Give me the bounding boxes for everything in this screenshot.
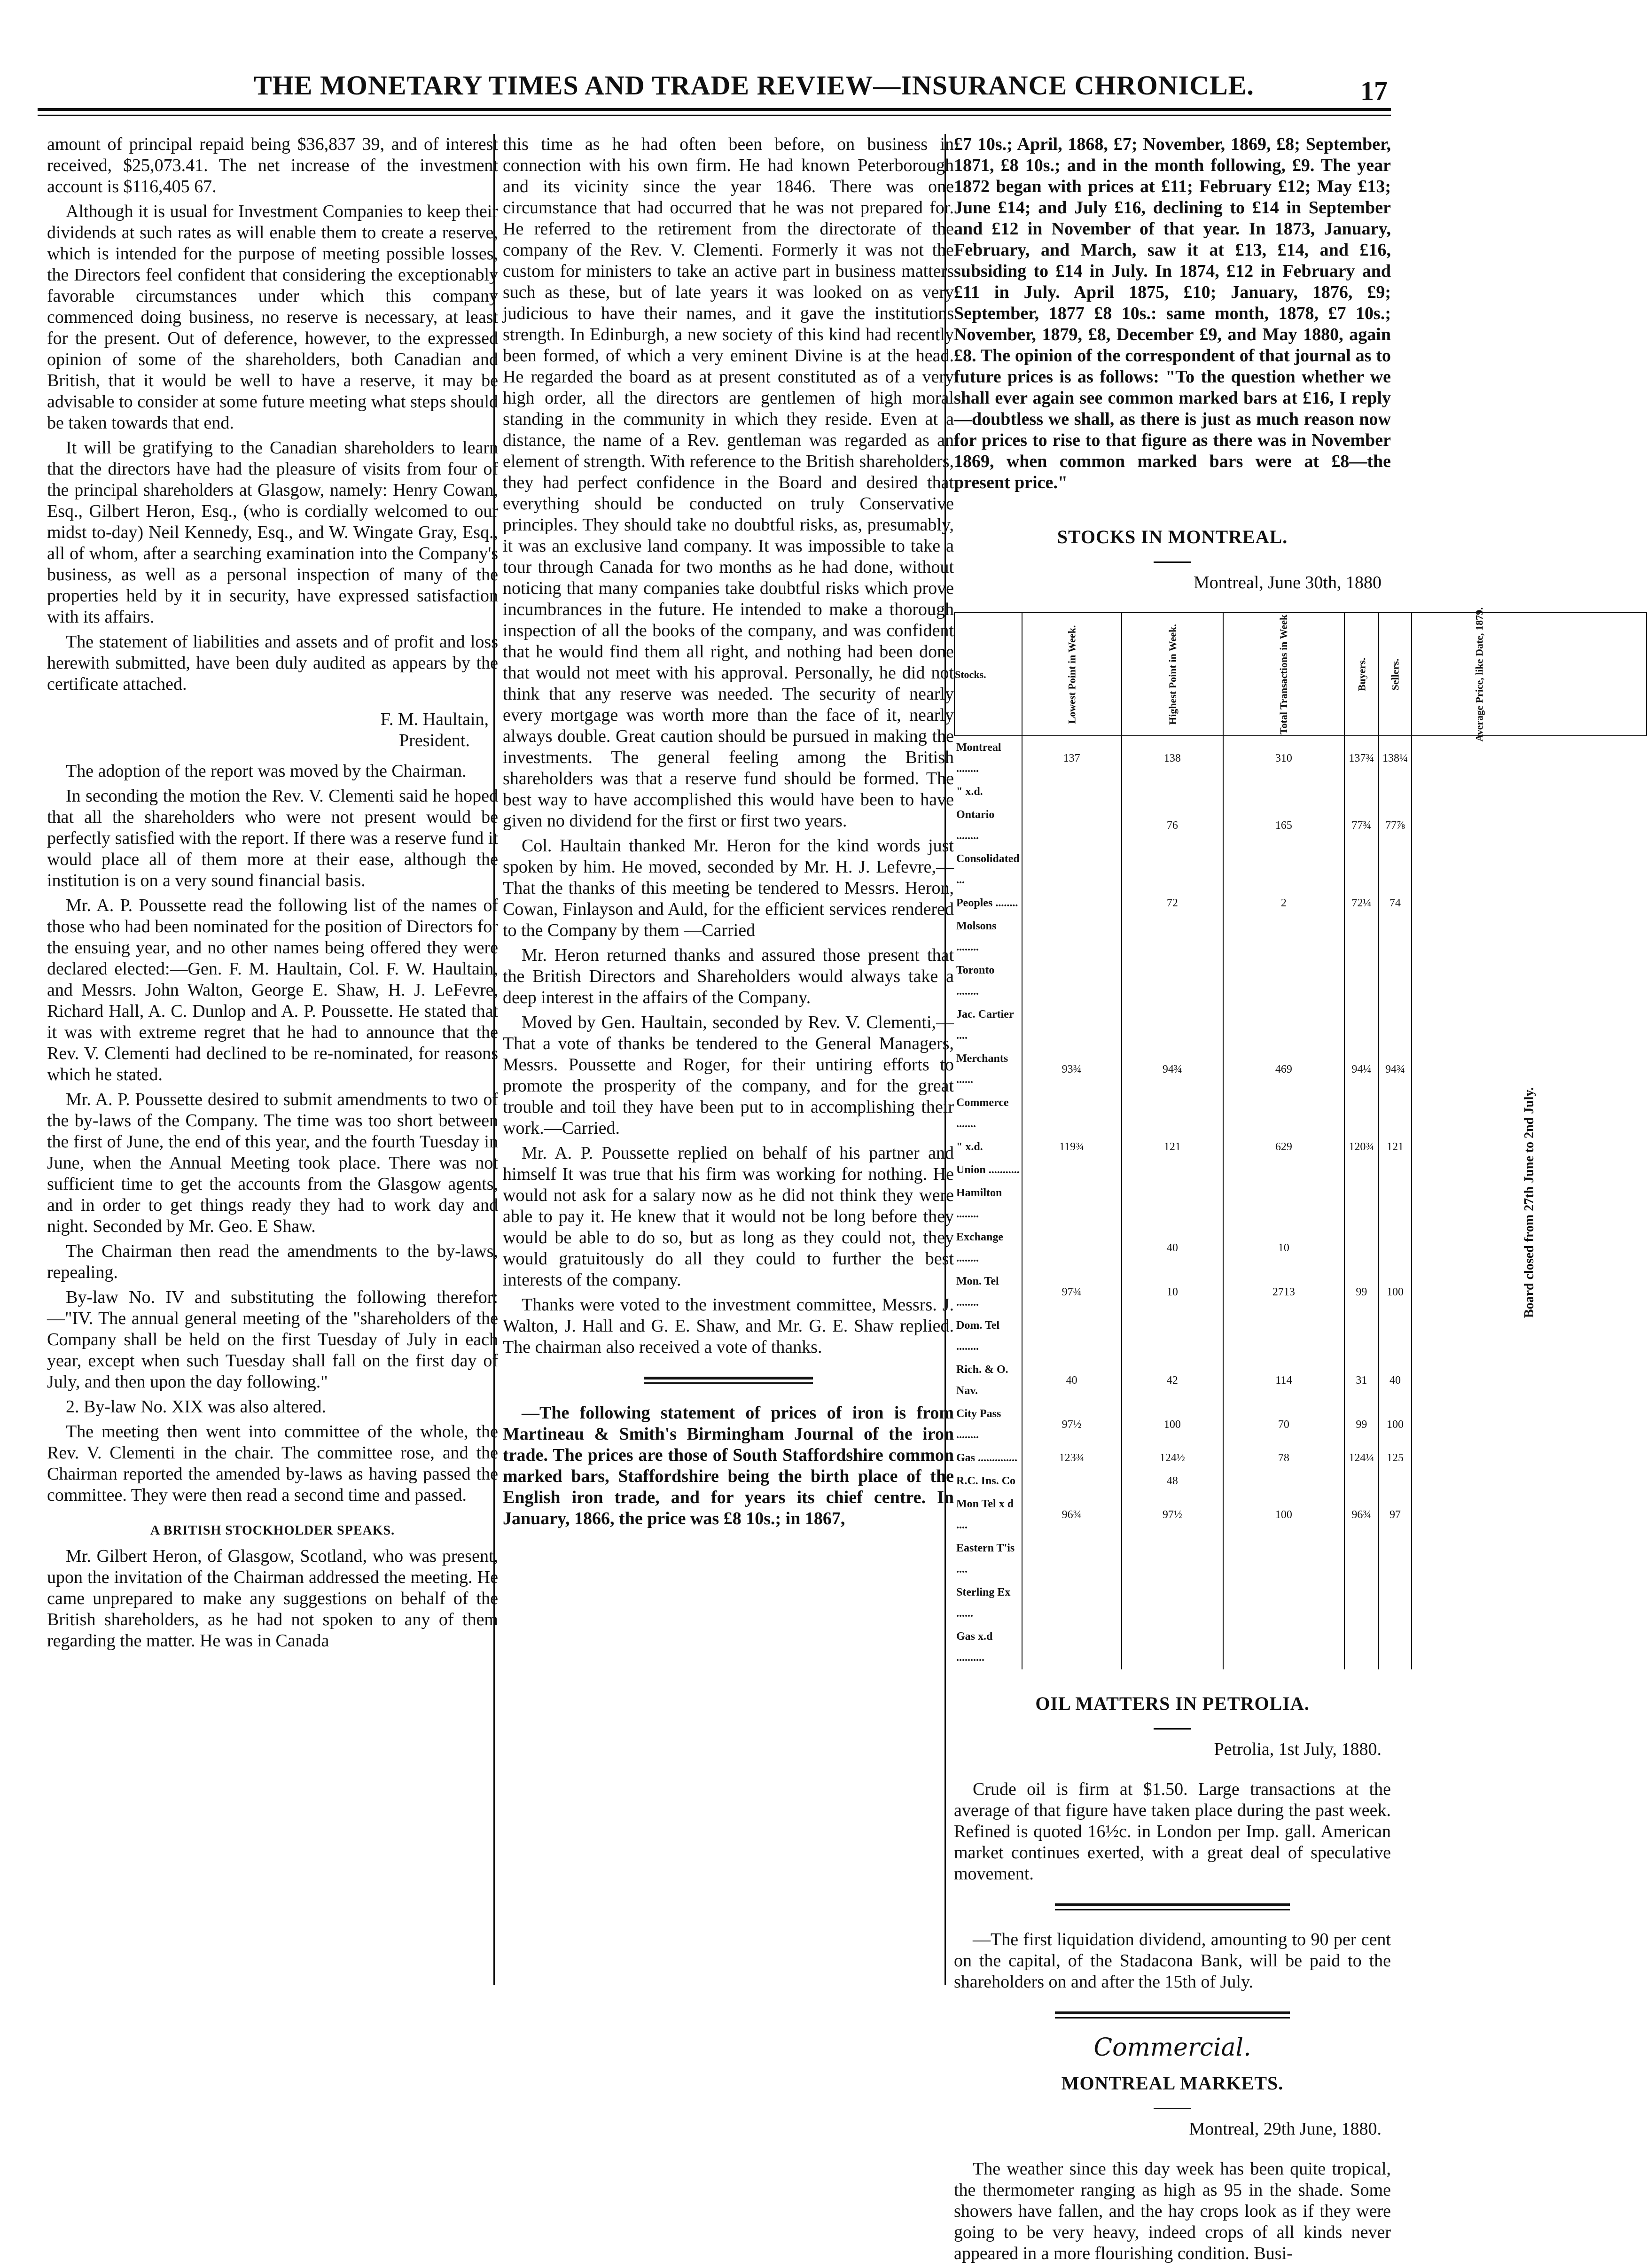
stock-cell bbox=[1223, 1625, 1344, 1669]
title-dash bbox=[1154, 561, 1191, 563]
stock-cell bbox=[1344, 1314, 1379, 1358]
paragraph: Although it is usual for Investment Companies to keep their dividends at such rates as will enable them to create a reserve, which is intended for the purpose of meeting possible losses, the Directors feel confident that considering the exceptionably favorable circumstances under which this company commenced doing business, no reserve is necessary, at least for the present. Out of deference, however, to the expressed opinion of some of the shareholders, both Canadian and British, that it would be well to have a reserve, it may be advisable to consider at some future meeting what steps should be taken towards that end. bbox=[47, 202, 498, 433]
stock-cell bbox=[1344, 1182, 1379, 1226]
stock-cell bbox=[1122, 848, 1224, 892]
stocks-table bbox=[954, 607, 1647, 1669]
subheading: A BRITISH STOCKHOLDER SPEAKS. bbox=[150, 1523, 395, 1538]
stock-name: City Pass ........ bbox=[954, 1403, 1022, 1447]
stock-cell: 138¼ bbox=[1379, 736, 1412, 780]
stock-cell bbox=[1379, 1159, 1412, 1182]
stock-cell bbox=[1022, 1003, 1122, 1047]
stock-cell bbox=[1022, 1226, 1122, 1270]
paragraph: Mr. A. P. Poussette desired to submit amendments to two of the by-laws of the Company. The time was too short between the first of June, the end of this year, and the fourth Tuesday in June, when the Annual Meeting took place. There was not sufficient time to get the accounts from the Glasgow agents, and in order to get things ready they had to work day and night. Seconded by Mr. Geo. E Shaw. bbox=[47, 1090, 498, 1236]
stock-cell bbox=[1223, 1182, 1344, 1226]
stock-cell: 94¼ bbox=[1344, 1047, 1379, 1091]
paragraph: 2. By-law No. XIX was also altered. bbox=[66, 1397, 327, 1417]
stock-cell bbox=[1122, 780, 1224, 803]
table-row bbox=[954, 736, 1647, 780]
title-dash bbox=[1154, 1728, 1191, 1730]
stock-name: Rich. & O. Nav. bbox=[954, 1358, 1022, 1403]
stock-name: R.C. Ins. Co bbox=[954, 1470, 1022, 1493]
stock-cell: 96¾ bbox=[1022, 1493, 1122, 1537]
stock-name: Union ........... bbox=[954, 1159, 1022, 1182]
stock-cell: 165 bbox=[1223, 803, 1344, 848]
oil-date: Petrolia, 1st July, 1880. bbox=[1214, 1739, 1382, 1759]
stock-cell bbox=[1223, 1003, 1344, 1047]
stock-cell: 99 bbox=[1344, 1403, 1379, 1447]
stock-cell: 100 bbox=[1122, 1403, 1224, 1447]
stock-cell: 76 bbox=[1122, 803, 1224, 848]
section-divider bbox=[1055, 2011, 1290, 2019]
stock-cell bbox=[1122, 1625, 1224, 1669]
stock-cell: 94¾ bbox=[1122, 1047, 1224, 1091]
stock-cell bbox=[1379, 1537, 1412, 1581]
stock-cell: 120¾ bbox=[1344, 1136, 1379, 1159]
stock-cell: 137¾ bbox=[1344, 736, 1379, 780]
stock-cell bbox=[1022, 1314, 1122, 1358]
stock-cell bbox=[1022, 892, 1122, 915]
stock-name: Dom. Tel ........ bbox=[954, 1314, 1022, 1358]
markets-title: MONTREAL MARKETS. bbox=[1061, 2073, 1284, 2094]
stock-cell bbox=[1022, 1470, 1122, 1493]
table-header: Average Price, like Date, 1879. bbox=[1412, 613, 1647, 736]
page-header-title: THE MONETARY TIMES AND TRADE REVIEW—INSURANCE CHRONICLE. bbox=[254, 70, 1254, 101]
stock-cell bbox=[1122, 1537, 1224, 1581]
stock-cell bbox=[1379, 1470, 1412, 1493]
paragraph: amount of principal repaid being $36,837 39, and of interest received, $25,073.41. The net increase of the investment account is $116,405 67. bbox=[47, 134, 498, 196]
stock-cell: 469 bbox=[1223, 1047, 1344, 1091]
paragraph: The statement of liabilities and assets and of profit and loss herewith submitted, have been duly audited as appears by the certificate attached. bbox=[47, 632, 498, 694]
stock-cell: 97¾ bbox=[1022, 1270, 1122, 1314]
stock-cell: 72¼ bbox=[1344, 892, 1379, 915]
stock-cell: 77¾ bbox=[1344, 803, 1379, 848]
stock-cell bbox=[1344, 1159, 1379, 1182]
stock-name: Molsons ........ bbox=[954, 915, 1022, 959]
title-dash bbox=[1154, 2108, 1191, 2109]
stock-cell bbox=[1022, 1182, 1122, 1226]
stock-cell: 2 bbox=[1223, 892, 1344, 915]
stock-name: Merchants ...... bbox=[954, 1047, 1022, 1091]
stock-cell: 70 bbox=[1223, 1403, 1344, 1447]
page-number: 17 bbox=[1360, 76, 1388, 106]
stock-cell: 97½ bbox=[1122, 1493, 1224, 1537]
stock-name: Consolidated ... bbox=[954, 848, 1022, 892]
stock-cell: 125 bbox=[1379, 1447, 1412, 1470]
table-header: Highest Point in Week. bbox=[1122, 613, 1224, 736]
paragraph: Col. Haultain thanked Mr. Heron for the kind words just spoken by him. He moved, seconded by Mr. H. J. Lefevre,—That the thanks of this meeting be tendered to Messrs. Heron, Cowan, Finlayson and Auld, for the efficient services rendered to the Company by them —Carried bbox=[503, 836, 954, 940]
stock-cell: 93¾ bbox=[1022, 1047, 1122, 1091]
board-closed-note: Board closed from 27th June to 2nd July. bbox=[1412, 736, 1647, 1669]
stock-cell: 94¾ bbox=[1379, 1047, 1412, 1091]
stock-cell bbox=[1379, 780, 1412, 803]
stock-cell bbox=[1223, 780, 1344, 803]
paragraph: —The first liquidation dividend, amounting to 90 per cent on the capital, of the Stadacona Bank, will be paid to the shareholders on and after the 15th of July. bbox=[954, 1930, 1391, 1992]
stock-cell: 40 bbox=[1379, 1358, 1412, 1403]
header-rule bbox=[38, 108, 1391, 111]
paragraph: Mr. A. P. Poussette replied on behalf of his partner and himself It was true that his firm was working for nothing. He would not ask for a salary now as he did not think they were able to pay it. He knew that it would not be long before they would be able to do so, but as long as they could not, they would gratuitously do all they could to further the best interests of the company. bbox=[503, 1143, 954, 1290]
stock-name: Mon. Tel ........ bbox=[954, 1270, 1022, 1314]
oil-title: OIL MATTERS IN PETROLIA. bbox=[1035, 1693, 1310, 1714]
stock-cell: 100 bbox=[1379, 1270, 1412, 1314]
stock-cell bbox=[1344, 780, 1379, 803]
stock-cell: 124¼ bbox=[1344, 1447, 1379, 1470]
stock-cell: 100 bbox=[1223, 1493, 1344, 1537]
stock-cell: 121 bbox=[1122, 1136, 1224, 1159]
stock-cell bbox=[1022, 959, 1122, 1003]
stock-name: Mon Tel x d .... bbox=[954, 1493, 1022, 1537]
paragraph: this time as he had often been before, on business in connection with his own firm. He had known Peterborough and its vicinity since the year 1846. There was one circumstance that had occurred that he was not prepared for. He referred to the retirement from the directorate of the company of the Rev. V. Clementi. Formerly it was not the custom for ministers to take an active part in business matters such as these, but of late years it was looked on as very judicious to have their names, and it gave the institutions strength. In Edinburgh, a new society of this kind had recently been formed, of which a very eminent Divine is at the head. He regarded the board as at present constituted as of a very high order, all the directors are gentlemen of high moral standing in the community in which they reside. Even at a distance, the name of a Rev. gentleman was regarded as an element of strength. With reference to the British shareholders, they had perfect confidence in the Board and desired that everything should be conducted on truly Conservative principles. They should take no doubtful risks, as, presumably, it was an exclusive land company. It was impossible to take a tour through Canada for two months as he had done, without noticing that many companies take doubtful risks which prove incumbrances in the future. He intended to make a thorough inspection of all the books of the company, and was confident that he would find them all right, and nothing had been done that would not meet with his approval. Personally, he did not think that any reserve was needed. The security of nearly every mortgage was worth more than the face of it, nearly always double. Great caution should be pursued in making the investments. The general feeling among the British shareholders was that a reserve fund should be formed. The best way to have accomplished this would have been to have given no dividend for the first or first two years. bbox=[503, 134, 954, 831]
stock-name: Sterling Ex ...... bbox=[954, 1581, 1022, 1625]
stock-cell: 10 bbox=[1122, 1270, 1224, 1314]
paragraph: The weather since this day week has been quite tropical, the thermometer ranging as high as 95 in the shade. Some showers have fallen, and the hay crops look as if they were going to be very heavy, indeed crops of all kinds never appeared in a more flourishing condition. Busi- bbox=[954, 2159, 1391, 2263]
paragraph: In seconding the motion the Rev. V. Clementi said he hoped that all the shareholders who were not present would be perfectly satisfied with the report. If there was a reserve fund it would place all of them more at their ease, although the institution is on a very sound financial basis. bbox=[47, 786, 498, 890]
stock-cell bbox=[1223, 915, 1344, 959]
stock-cell: 72 bbox=[1122, 892, 1224, 915]
stock-name: Peoples ........ bbox=[954, 892, 1022, 915]
stock-name: Exchange ........ bbox=[954, 1226, 1022, 1270]
stock-cell bbox=[1223, 959, 1344, 1003]
section-divider bbox=[1055, 1903, 1290, 1910]
stock-cell bbox=[1022, 1159, 1122, 1182]
stock-cell bbox=[1344, 1470, 1379, 1493]
stock-cell bbox=[1223, 848, 1344, 892]
stock-cell: 100 bbox=[1379, 1403, 1412, 1447]
stock-cell bbox=[1379, 1226, 1412, 1270]
table-header: Stocks. bbox=[954, 613, 1022, 736]
stock-cell bbox=[1122, 1314, 1224, 1358]
stock-cell: 121 bbox=[1379, 1136, 1412, 1159]
stock-cell bbox=[1022, 803, 1122, 848]
column-1 bbox=[47, 134, 498, 1655]
paragraph: Crude oil is firm at $1.50. Large transactions at the average of that figure have taken place during the past week. Refined is quoted 16½c. in London per Imp. gall. American market continues exerted, with a great deal of speculative movement. bbox=[954, 1779, 1391, 1884]
stock-cell: 137 bbox=[1022, 736, 1122, 780]
stock-cell bbox=[1379, 1314, 1412, 1358]
signature-title: President. bbox=[399, 731, 470, 750]
stock-cell: 31 bbox=[1344, 1358, 1379, 1403]
stock-cell: 77⅞ bbox=[1379, 803, 1412, 848]
paragraph: Mr. A. P. Poussette read the following list of the names of those who had been nominated for the position of Directors for the ensuing year, and no other names being offered they were declared elected:—Gen. F. M. Haultain, Col. F. W. Haultain, and Messrs. John Walton, George E. Shaw, H. J. LeFevre, Richard Hall, A. C. Dunlop and A. P. Poussette. He stated that it was with extreme regret that he had to announce that the Rev. V. Clementi had declined to be re-nominated, for reasons which he stated. bbox=[47, 896, 498, 1084]
stock-cell bbox=[1022, 1581, 1122, 1625]
stock-cell bbox=[1022, 1091, 1122, 1136]
paragraph: —The following statement of prices of iron is from Martineau & Smith's Birmingham Journal of the iron trade. The prices are those of South Staffordshire common marked bars, Staffordshire being the birth place of the English iron trade, and for years its chief centre. In January, 1866, the price was £8 10s.; in 1867, bbox=[503, 1403, 954, 1528]
stock-name: Ontario ........ bbox=[954, 803, 1022, 848]
paragraph: Mr. Heron returned thanks and assured those present that the British Directors and Shareholders would always take a deep interest in the affairs of the Company. bbox=[503, 945, 954, 1007]
paragraph: Mr. Gilbert Heron, of Glasgow, Scotland, who was present, upon the invitation of the Chairman addressed the meeting. He came unprepared to make any suggestions on behalf of the British shareholders, as he had not spoken to any of them regarding the matter. He was in Canada bbox=[47, 1546, 498, 1651]
stock-name: " x.d. bbox=[954, 780, 1022, 803]
stock-cell bbox=[1122, 1581, 1224, 1625]
stock-cell bbox=[1022, 780, 1122, 803]
stock-cell: 310 bbox=[1223, 736, 1344, 780]
paragraph: The meeting then went into committee of the whole, the Rev. V. Clementi in the chair. The committee rose, and the Chairman reported the amended by-laws as having passed the committee. They were then read a second time and passed. bbox=[47, 1422, 498, 1505]
stock-cell bbox=[1379, 959, 1412, 1003]
stock-cell bbox=[1379, 1091, 1412, 1136]
column-2 bbox=[503, 134, 954, 1533]
stock-cell bbox=[1344, 915, 1379, 959]
section-divider bbox=[644, 1377, 813, 1384]
stock-cell: 40 bbox=[1122, 1226, 1224, 1270]
stock-cell: 124½ bbox=[1122, 1447, 1224, 1470]
stocks-date: Montreal, June 30th, 1880 bbox=[1193, 573, 1382, 592]
stock-cell bbox=[1022, 915, 1122, 959]
stock-cell bbox=[1379, 1625, 1412, 1669]
stock-cell bbox=[1344, 848, 1379, 892]
stock-cell: 40 bbox=[1022, 1358, 1122, 1403]
stock-name: Gas x.d .......... bbox=[954, 1625, 1022, 1669]
paragraph: By-law No. IV and substituting the following therefor:—"IV. The annual general meeting of the "shareholders of the Company shall be held on the first Tuesday of July in each year, except when such Tuesday shall fall on the first day of July, and then upon the day following." bbox=[47, 1287, 498, 1392]
stock-cell bbox=[1122, 959, 1224, 1003]
stock-cell bbox=[1022, 848, 1122, 892]
stock-cell bbox=[1122, 1091, 1224, 1136]
stock-cell bbox=[1379, 1182, 1412, 1226]
paragraph: The Chairman then read the amendments to the by-laws, repealing. bbox=[47, 1241, 498, 1282]
stock-cell bbox=[1022, 1625, 1122, 1669]
stock-name: Commerce ....... bbox=[954, 1091, 1022, 1136]
stock-cell bbox=[1223, 1581, 1344, 1625]
paragraph: It will be gratifying to the Canadian shareholders to learn that the directors have had the pleasure of visits from four of the principal shareholders at Glasgow, namely: Henry Cowan, Esq., Gilbert Heron, Esq., (who is cordially welcomed to our midst to-day) Neil Kennedy, Esq., and W. Wingate Gray, Esq., all of whom, after a searching examination into the Company's business, as well as a personal inspection of many of the properties held by it in security, have expressed satisfaction with its affairs. bbox=[47, 438, 498, 627]
stocks-title: STOCKS IN MONTREAL. bbox=[1057, 526, 1288, 547]
stock-cell bbox=[1223, 1470, 1344, 1493]
stock-cell bbox=[1379, 1003, 1412, 1047]
stock-cell bbox=[1223, 1537, 1344, 1581]
paragraph: The adoption of the report was moved by the Chairman. bbox=[66, 761, 467, 781]
stock-cell: 97 bbox=[1379, 1493, 1412, 1537]
stock-cell bbox=[1122, 915, 1224, 959]
stock-name: Toronto ........ bbox=[954, 959, 1022, 1003]
table-header: Buyers. bbox=[1344, 613, 1379, 736]
stock-cell bbox=[1223, 1091, 1344, 1136]
stock-cell: 123¾ bbox=[1022, 1447, 1122, 1470]
stock-name: Eastern T'is .... bbox=[954, 1537, 1022, 1581]
signature-name: F. M. Haultain, bbox=[380, 709, 489, 729]
stock-cell: 2713 bbox=[1223, 1270, 1344, 1314]
stock-cell: 99 bbox=[1344, 1270, 1379, 1314]
stock-cell: 10 bbox=[1223, 1226, 1344, 1270]
stock-cell: 138 bbox=[1122, 736, 1224, 780]
stock-name: Hamilton ........ bbox=[954, 1182, 1022, 1226]
stock-cell bbox=[1223, 1159, 1344, 1182]
stock-cell: 42 bbox=[1122, 1358, 1224, 1403]
stock-cell bbox=[1223, 1314, 1344, 1358]
stock-cell bbox=[1344, 959, 1379, 1003]
paragraph: Moved by Gen. Haultain, seconded by Rev. V. Clementi,—That a vote of thanks be tendered to the General Managers, Messrs. Poussette and Roger, for their untiring efforts to promote the prosperity of the company, and for the great trouble and toil they have been put to in accomplishing their work.—Carried. bbox=[503, 1013, 954, 1138]
stock-cell bbox=[1379, 1581, 1412, 1625]
stock-name: " x.d. bbox=[954, 1136, 1022, 1159]
stock-cell bbox=[1344, 1581, 1379, 1625]
stock-cell bbox=[1344, 1537, 1379, 1581]
stock-cell bbox=[1344, 1003, 1379, 1047]
stock-name: Montreal ........ bbox=[954, 736, 1022, 780]
header-rule-thin bbox=[38, 115, 1391, 116]
stock-cell bbox=[1379, 915, 1412, 959]
stock-cell bbox=[1022, 1537, 1122, 1581]
stock-name: Gas .............. bbox=[954, 1447, 1022, 1470]
markets-date: Montreal, 29th June, 1880. bbox=[1189, 2119, 1382, 2139]
commercial-heading: Commercial. bbox=[1093, 2034, 1251, 2062]
stock-cell bbox=[1122, 1159, 1224, 1182]
table-header: Sellers. bbox=[1379, 613, 1412, 736]
column-3 bbox=[954, 134, 1537, 2268]
table-header: Lowest Point in Week. bbox=[1022, 613, 1122, 736]
stock-cell: 78 bbox=[1223, 1447, 1344, 1470]
stock-cell: 119¾ bbox=[1022, 1136, 1122, 1159]
stock-cell bbox=[1122, 1182, 1224, 1226]
paragraph: Thanks were voted to the investment committee, Messrs. J. Walton, J. Hall and G. E. Shaw, and Mr. G. E. Shaw replied. The chairman also received a vote of thanks. bbox=[503, 1295, 954, 1357]
stock-cell: 114 bbox=[1223, 1358, 1344, 1403]
paragraph: £7 10s.; April, 1868, £7; November, 1869, £8; September, 1871, £8 10s.; and in the month following, £9. The year 1872 began with prices at £11; February £12; May £13; June £14; and July £16, declining to £14 in September and £12 in November of that year. In 1873, January, February, and March, saw it at £13, £14, and £16, subsiding to £14 in July. In 1874, £12 in February and £11 in July. April 1875, £10; January, 1876, £9; September, 1877 £8 10s.: same month, 1878, £7 10s.; November, 1879, £8, December £9, and May 1880, again £8. The opinion of the correspondent of that journal as to future prices is as follows: "To the question whether we shall ever again see common marked bars at £16, I reply—doubtless we shall, as there is just as much reason now for prices to rise to that figure as there was in November 1869, when common marked bars were at £8—the present price." bbox=[954, 134, 1391, 492]
stock-cell: 48 bbox=[1122, 1470, 1224, 1493]
stock-cell: 74 bbox=[1379, 892, 1412, 915]
stock-cell: 97½ bbox=[1022, 1403, 1122, 1447]
stock-cell bbox=[1344, 1091, 1379, 1136]
table-header: Total Transactions in Week bbox=[1223, 613, 1344, 736]
stock-cell bbox=[1344, 1625, 1379, 1669]
stock-cell bbox=[1344, 1226, 1379, 1270]
stock-cell bbox=[1122, 1003, 1224, 1047]
stock-name: Jac. Cartier .... bbox=[954, 1003, 1022, 1047]
stock-cell: 96¾ bbox=[1344, 1493, 1379, 1537]
stock-cell bbox=[1379, 848, 1412, 892]
stock-cell: 629 bbox=[1223, 1136, 1344, 1159]
